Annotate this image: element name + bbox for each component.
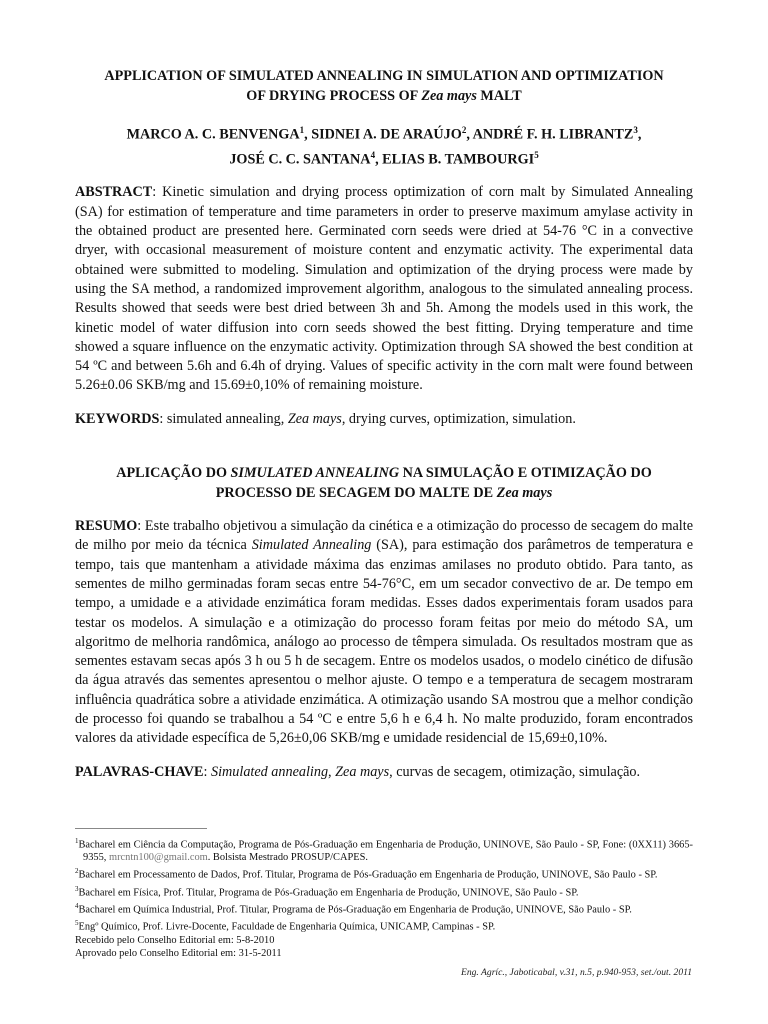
abstract-text: : Kinetic simulation and drying process optimization of corn malt by Simulated Annealing (SA) for estimation of temperature and time parameters in order to preserve maximum amylase activity in the obtained product are presented here. Germinated corn seeds were dried at 54-76 °C in a convective dryer, with occasional measurement of moisture content and enzymatic activity. The experimental data obtained were submitted to modeling. Simulation and optimization of the drying process were made by using the SA method, a randomized improvement algorithm, analogous to the simulated annealing process. Results showed that seeds were best dried between 3h and 5h. Among the models used in this work, the kinetic model of water diffusion into corn seeds showed the best fitting. Drying temperature and time showed a square influence on the enzymatic activity. Optimization through SA showed the best condition at 54 ºC and between 5.6h and 6.4h of drying. Values of specific activity in the corn malt were found between 5.26±0.06 SKB/mg and 15.69±0,10% of remaining moisture. [75, 184, 693, 394]
palavras-chave-species: Zea mays [335, 763, 390, 780]
footnote-3 [75, 883, 693, 900]
palavras-chave [75, 763, 693, 782]
footnote-text: Bacharel em Física, Prof. Titular, Programa de Pós-Graduação em Engenharia de Produção, UNINOVE, São Paulo - SP. [78, 887, 579, 899]
portuguese-title [75, 463, 693, 503]
footnote-text: Engº Químico, Prof. Livre-Docente, Faculdade de Engenharia Química, UNICAMP, Campinas - SP. [78, 921, 496, 933]
author-3-affiliation: 3 [633, 125, 638, 135]
author-3: ANDRÉ F. H. LIBRANTZ [472, 126, 634, 143]
author-1-affiliation: 1 [299, 125, 305, 135]
resumo-method: Simulated Annealing [251, 537, 372, 554]
abstract [75, 183, 693, 395]
english-title-species: Zea mays [421, 88, 477, 104]
author-separator: , [375, 151, 383, 168]
english-title-line2-pre: OF DRYING PROCESS OF [246, 88, 422, 104]
author-4: JOSÉ C. C. SANTANA [229, 151, 371, 168]
received-date: Recebido pelo Conselho Editorial em: 5-8-2010 [75, 934, 275, 946]
author-separator: , [466, 126, 473, 143]
author-separator: , [637, 126, 642, 143]
palavras-chave-label: PALAVRAS-CHAVE [75, 763, 204, 780]
email-link[interactable]: mrcntn100@gmail.com [108, 852, 208, 864]
author-separator: , [304, 126, 312, 143]
portuguese-title-line2-pre: PROCESSO DE SECAGEM DO MALTE DE [215, 485, 497, 502]
journal-citation: Eng. Agríc., Jaboticabal, v.31, n.5, p.940-953, set./out. 2011 [460, 967, 692, 978]
keywords-pre: : simulated annealing, [159, 410, 288, 427]
portuguese-title-method: SIMULATED ANNEALING [230, 465, 400, 482]
resumo-label: RESUMO [75, 518, 138, 535]
footnote-5 [75, 917, 693, 934]
author-2-affiliation: 2 [461, 125, 467, 135]
resumo-pre: : Este trabalho objetivou a simulação da cinética e a otimização do processo de secagem do malte de milho por meio da técnica [75, 518, 693, 554]
footnote-4 [75, 900, 693, 917]
english-title [75, 66, 693, 106]
resumo-post: (SA), para estimação dos parâmetros de temperatura e tempo, tais que mantenham a atividade máxima das enzimas amilases no produto obtido. Para tanto, as sementes de milho germinadas foram secas entre 54-76°C, em um secador convectivo de ar. De tempo em tempo, a umidade e a atividade enzimática foram medidas. Esses dados experimentais foram usados para testar os modelos. A simulação e a otimização do processo foram feitas por meio do método SA, um algoritmo de melhoria randômica, análogo ao processo de têmpera simulada. Os resultados mostram que as sementes estavam secas após 3 h ou 5 h de secagem. Entre os modelos usados, o modelo cinético de difusão da água através das sementes apresentou o melhor ajuste. O tempo e a temperatura de secagem mostraram influência quadrática sobre a atividade enzimática. A otimização usando SA mostrou que a melhor condição de processo foi quando se trabalhou a 54 ºC e entre 5,6 h e 6,4 h. No malte produzido, foram encontrados valores da atividade específica de 5,26±0,06 SKB/mg e umidade residencial de 15,69±0,10%. [75, 537, 693, 747]
abstract-label: ABSTRACT [75, 184, 153, 201]
english-title-line2-post: MALT [476, 88, 522, 104]
footnote-marker: 1 [75, 837, 79, 845]
footnotes [75, 828, 693, 961]
author-4-affiliation: 4 [370, 149, 376, 160]
footnote-1 [75, 835, 693, 865]
author-2: SIDNEI A. DE ARAÚJO [311, 126, 462, 143]
paper-page [75, 66, 693, 782]
footnote-marker: 4 [75, 902, 79, 911]
portuguese-title-species: Zea mays [496, 485, 553, 502]
author-list [75, 120, 693, 169]
portuguese-title-line1-post: NA SIMULAÇÃO E OTIMIZAÇÃO DO [399, 465, 652, 482]
palavras-chave-method: Simulated annealing [211, 763, 329, 780]
palavras-chave-separator: : [203, 763, 211, 780]
footnote-text: Bacharel em Química Industrial, Prof. Titular, Programa de Pós-Graduação em Engenharia de Produção, UNINOVE, São Paulo - SP. [78, 904, 632, 916]
keywords-species: Zea mays [287, 410, 342, 427]
resumo [75, 517, 693, 749]
footnote-divider [75, 828, 207, 829]
approved-date: Aprovado pelo Conselho Editorial em: 31-5-2011 [75, 947, 282, 959]
footnote-text: . Bolsista Mestrado PROSUP/CAPES. [207, 852, 368, 864]
footnote-2 [75, 865, 693, 882]
palavras-chave-post: , curvas de secagem, otimização, simulação. [389, 763, 641, 780]
author-5-affiliation: 5 [534, 149, 539, 160]
keywords-label: KEYWORDS [75, 410, 160, 427]
author-1: MARCO A. C. BENVENGA [126, 126, 300, 143]
portuguese-title-line1-pre: APLICAÇÃO DO [116, 465, 231, 482]
keywords [75, 410, 693, 429]
palavras-chave-separator: , [328, 763, 336, 780]
footnote-text: Bacharel em Processamento de Dados, Prof. Titular, Programa de Pós-Graduação em Engenharia de Produção, UNINOVE, São Paulo - SP. [78, 869, 658, 881]
footnote-marker: 5 [75, 919, 79, 928]
footnote-marker: 3 [75, 884, 79, 893]
keywords-post: , drying curves, optimization, simulation. [341, 410, 576, 427]
footnote-text: Bacharel em Ciência da Computação, Programa de Pós-Graduação em Engenharia de Produção, UNINOVE, São Paulo - SP, Fone: (0XX11) 3665-9355, [78, 839, 693, 864]
author-5: ELIAS B. TAMBOURGI [382, 151, 535, 168]
english-title-line1: APPLICATION OF SIMULATED ANNEALING IN SIMULATION AND OPTIMIZATION [104, 68, 664, 84]
footnote-marker: 2 [75, 867, 79, 876]
